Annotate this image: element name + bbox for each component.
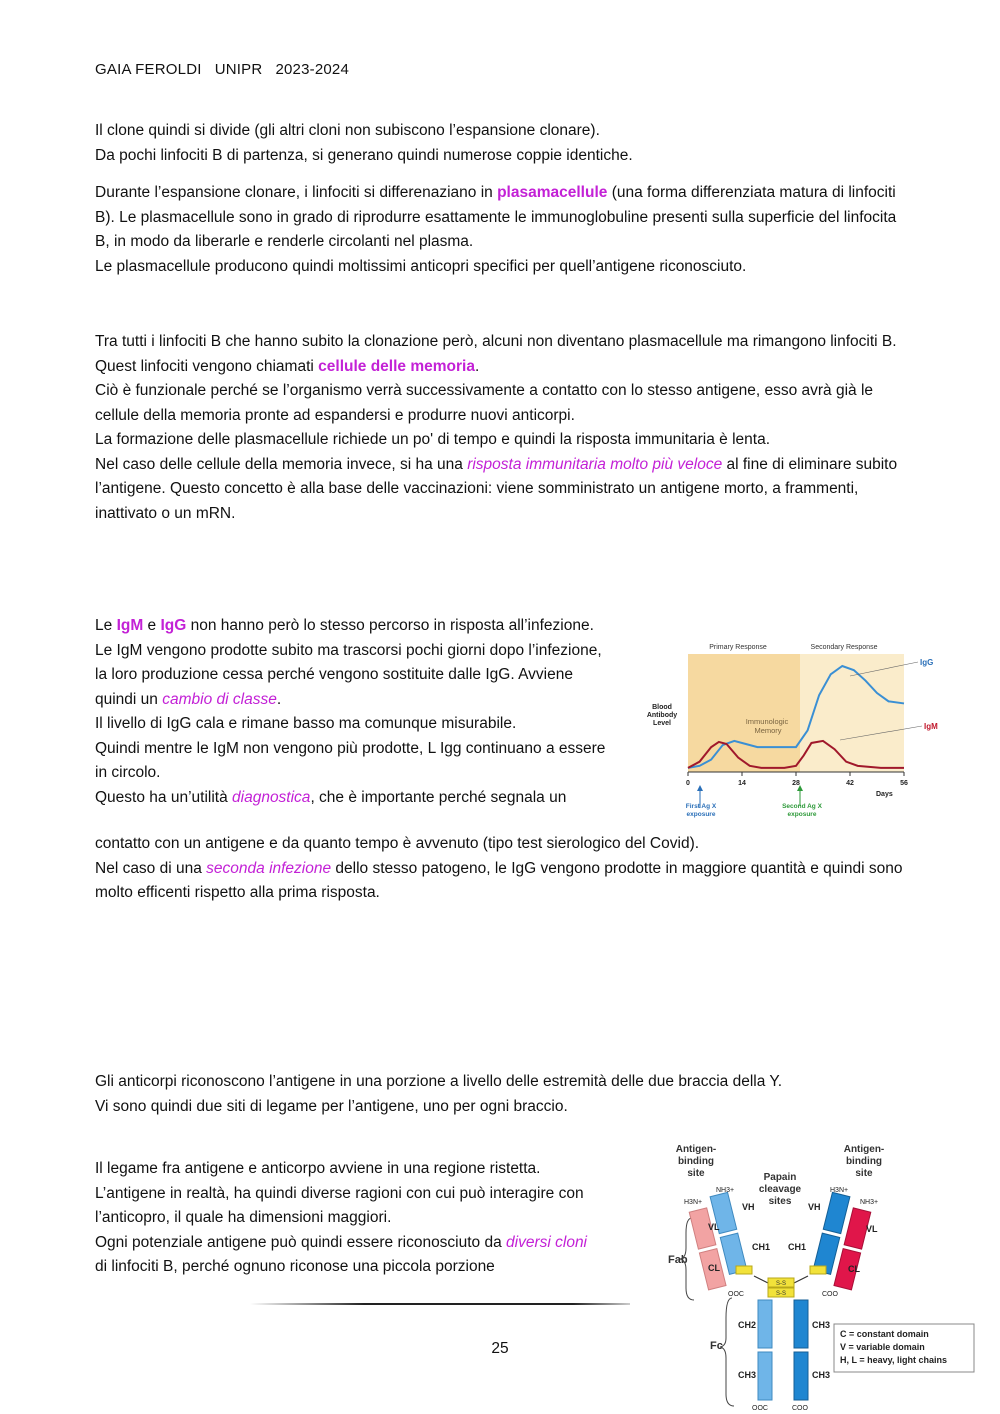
label-fc: Fc: [710, 1340, 723, 1352]
text-line: Nel caso delle cellule della memoria invece, si ha una risposta immunitaria molto più veloce al fine di eliminare subito l’antigene. Questo concetto è alla base delle vaccinazioni: viene somministrato un antigene morto, a frammenti, inattivato o un mRN.: [95, 455, 898, 522]
paragraph-antigen-binding: [95, 1157, 600, 1280]
label-ooc-bottom: OOC: [752, 1405, 768, 1410]
text-line: contatto con un antigene e da quanto tempo è avvenuto (tipo test sierologico del Covid).: [95, 835, 700, 852]
disulfide-right: [810, 1266, 826, 1274]
paragraph-binding-sites: [95, 1070, 905, 1119]
disulfide-left: [736, 1266, 752, 1274]
highlight-term: diversi cloni: [506, 1233, 588, 1251]
region-label-primary: Primary Response: [709, 644, 767, 651]
memory-label-line1: Immunologic: [745, 717, 789, 726]
highlight-term: cellule delle memoria: [318, 357, 475, 375]
legend-constant: C = constant domain: [840, 1329, 929, 1339]
label-antigen-binding-right: Antigen-binding site: [843, 1144, 885, 1179]
label-ch3-right: CH3: [812, 1370, 831, 1380]
x-tick-label: 42: [846, 780, 854, 787]
paragraph-igm-igg: [95, 614, 615, 810]
highlight-term: plasamacellule: [497, 184, 608, 201]
text-line: Le IgM e IgG non hanno però lo stesso percorso in risposta all’infezione.: [95, 617, 594, 634]
antibody-response-chart: [640, 636, 960, 826]
region-label-secondary: Secondary Response: [810, 644, 878, 651]
label-ch3-left: CH3: [738, 1370, 757, 1380]
label-ooc-left: OOC: [728, 1291, 744, 1298]
page-number: 25: [491, 1340, 509, 1357]
paragraph-second-infection: [95, 832, 905, 906]
label-h3n-right: H3N+: [830, 1187, 849, 1194]
annotation-first-exposure: First Ag X exposure: [685, 803, 717, 818]
text-line: Durante l’espansione clonare, i linfociti si differenaziano in plasamacellule (una forma differenziata matura di linfociti B). Le plasmacellule sono in grado di riprodurre esattamente le immunoglobuline presenti sulla superficie del linfocita B, in modo da liberarle e renderle circolanti nel plasma.: [95, 184, 897, 250]
x-tick-label: 56: [900, 780, 908, 787]
label-vh-left: VH: [742, 1202, 755, 1212]
text-line: Le IgM vengono prodotte subito ma trascorsi pochi giorni dopo l’infezione, la loro produzione cessa perché vengono sostituite dalle IgG. Avviene quindi un cambio di classe.: [95, 641, 602, 708]
text-line: Vi sono quindi due siti di legame per l’antigene, uno per ogni braccio.: [95, 1097, 568, 1115]
text-line: La formazione delle plasmacellule richiede un po' di tempo e quindi la risposta immunitaria è lenta.: [95, 431, 770, 448]
text-line: L’antigene in realtà, ha quindi diverse ragioni con cui può interagire con l’anticopro, il quale ha dimensioni maggiori.: [95, 1184, 584, 1226]
label-vl-right: VL: [866, 1224, 878, 1234]
text-line: Le plasmacellule producono quindi moltissimi anticopri specifici per quell’antigene riconosciuto.: [95, 257, 747, 275]
y-axis-label: Blood Antibody Level: [646, 704, 678, 727]
label-nh3-right: NH3+: [860, 1199, 879, 1206]
antibody-structure-diagram: [662, 1138, 980, 1410]
label-fab: Fab: [668, 1254, 688, 1266]
x-tick-label: 28: [792, 780, 800, 787]
text-line: Tra tutti i linfociti B che hanno subito la clonazione però, alcuni non diventano plasmacellule ma rimangono linfociti B. Quest linfociti vengono chiamati cellule delle memoria.: [95, 333, 897, 375]
label-cl-left: CL: [708, 1263, 720, 1273]
x-ticks: [686, 772, 908, 787]
x-axis-label: Days: [876, 791, 893, 798]
x-tick-label: 0: [686, 780, 690, 787]
legend-igm: IgM: [924, 722, 938, 731]
highlight-term: risposta immunitaria molto più veloce: [467, 455, 723, 473]
label-cl-right: CL: [848, 1264, 860, 1274]
text-line: Da pochi linfociti B di partenza, si generano quindi numerose coppie identiche.: [95, 146, 633, 164]
label-ch3-right-top: CH3: [812, 1320, 831, 1330]
text-line: Questo ha un’utilità diagnostica, che è importante perché segnala un: [95, 788, 567, 806]
legend-igg: IgG: [920, 658, 934, 667]
highlight-term: seconda infezione: [206, 859, 332, 877]
footer-rule: [250, 1303, 630, 1305]
text-line: Ciò è funzionale perché se l’organismo verrà successivamente a contatto con lo stesso antigene, esso avrà già le cellule della memoria pronte ad espandersi e produrre nuovi anticorpi.: [95, 382, 874, 424]
label-h3n-left: H3N+: [684, 1199, 703, 1206]
text-line: Il clone quindi si divide (gli altri cloni non subiscono l’espansione clonare).: [95, 122, 600, 139]
highlight-term: diagnostica: [232, 788, 311, 806]
highlight-igm: IgM: [116, 617, 144, 634]
secondary-region: [800, 654, 904, 772]
label-ch2-left: CH2: [738, 1320, 757, 1330]
text-line: Nel caso di una seconda infezione dello stesso patogeno, le IgG vengono prodotte in maggiore quantità e quindi sono molto efficenti rispetto alla prima risposta.: [95, 859, 903, 901]
memory-label-line2: Memory: [754, 726, 782, 735]
highlight-igg: IgG: [160, 617, 187, 634]
left-arm: [687, 1192, 750, 1289]
right-vh-domain: [823, 1192, 850, 1233]
label-coo-right: COO: [822, 1291, 838, 1298]
label-vh-right: VH: [808, 1202, 821, 1212]
text-line: Ogni potenziale antigene può quindi essere riconosciuto da diversi cloni di linfociti B, perché ognuno riconose una piccola porzione: [95, 1233, 588, 1275]
text-line: Il legame fra antigene e anticorpo avviene in una regione ristetta.: [95, 1160, 541, 1177]
label-ch1-left: CH1: [752, 1242, 771, 1252]
x-tick-label: 14: [738, 780, 746, 787]
legend-variable: V = variable domain: [840, 1342, 925, 1352]
ss-label-2: S-S: [775, 1291, 787, 1297]
document-header: GAIA FEROLDI UNIPR 2023-2024: [95, 61, 350, 78]
paragraph-memory-cells: [95, 330, 905, 526]
first-exposure-arrowhead: [697, 785, 703, 791]
label-vl-left: VL: [708, 1222, 720, 1232]
text-line: Il livello di IgG cala e rimane basso ma comunque misurabile.: [95, 715, 517, 732]
highlight-term: cambio di classe: [162, 690, 277, 708]
paragraph-clonal-division: [95, 119, 905, 168]
label-coo-bottom: COO: [792, 1405, 808, 1410]
label-ch1-right: CH1: [788, 1242, 807, 1252]
left-ch3-domain: [758, 1352, 772, 1400]
label-antigen-binding-left: Antigen-binding site: [675, 1144, 717, 1179]
legend-chains: H, L = heavy, light chains: [840, 1355, 947, 1365]
right-ch3-domain: [794, 1352, 808, 1400]
ss-label-1: S-S: [775, 1281, 787, 1287]
text-line: Quindi mentre le IgM non vengono più prodotte, L Igg continuano a essere in circolo.: [95, 739, 606, 781]
label-nh3-left: NH3+: [716, 1187, 735, 1194]
paragraph-plasma-cells: [95, 181, 905, 279]
annotation-second-exposure: Second Ag X exposure: [782, 803, 822, 818]
text-line: Gli anticorpi riconoscono l’antigene in una porzione a livello delle estremità delle due braccia della Y.: [95, 1073, 783, 1090]
label-papain-cleavage: Papain cleavage sites: [758, 1172, 802, 1207]
